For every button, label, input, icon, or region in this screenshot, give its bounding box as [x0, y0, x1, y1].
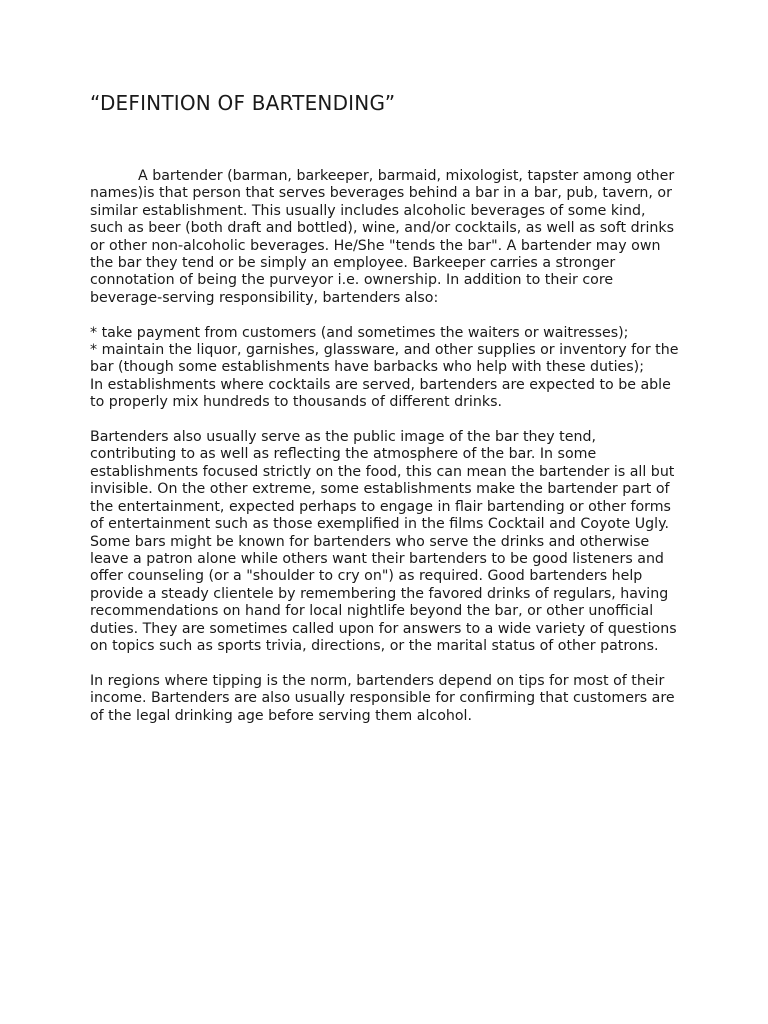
tipping-paragraph: In regions where tipping is the norm, bartenders depend on tips for most of their income. Bartenders are also usually responsible for confirming that customers are of the legal drinking age before serving them alcohol.: [90, 672, 675, 724]
public-image-paragraph: Bartenders also usually serve as the public image of the bar they tend, contributing to as well as reflecting the atmosphere of the bar. In some establishments focused strictly on the food, this can mean the bartender is all but invisible. On the other extreme, some establishments make the bartender part of the entertainment, expected perhaps to engage in flair bartending or other forms of entertainment such as those exemplified in the films Cocktail and Coyote Ugly. Some bars might be known for bartenders who serve the drinks and otherwise leave a patron alone while others want their bartenders to be good listeners and offer counseling (or a "shoulder to cry on") as required. Good bartenders help provide a steady clientele by remembering the favored drinks of regulars, having recommendations on hand for local nightlife beyond the bar, or other unofficial duties. They are sometimes called upon for answers to a wide variety of questions on topics such as sports trivia, directions, or the marital status of other patrons.: [90, 429, 677, 654]
paragraph-gap: [90, 307, 680, 324]
intro-paragraph-text: A bartender (barman, barkeeper, barmaid, mixologist, tapster among other names)is that person that serves beverages behind a bar in a bar, pub, tavern, or similar establishment. This usually includes alcoholic beverages of some kind, such as beer (both draft and bottled), wine, and/or cocktails, as well as soft drinks or other non-alcoholic beverages. He/She "tends the bar". A bartender may own the bar they tend or be simply an employee. Barkeeper carries a stronger connotation of being the purveyor i.e. ownership. In addition to their core beverage-serving responsibility, bartenders also:: [90, 168, 675, 306]
paragraph-gap: [90, 412, 680, 429]
document-title: “DEFINTION OF BARTENDING”: [90, 91, 396, 115]
document-body: [90, 168, 680, 725]
list-item-payment: * take payment from customers (and sometimes the waiters or waitresses);: [90, 324, 629, 341]
paragraph-gap: [90, 655, 680, 672]
intro-paragraph: [90, 168, 680, 307]
cocktails-paragraph: In establishments where cocktails are served, bartenders are expected to be able to properly mix hundreds to thousands of different drinks.: [90, 376, 671, 411]
list-item-inventory: * maintain the liquor, garnishes, glassware, and other supplies or inventory for the bar (though some establishments have barbacks who help with these duties);: [90, 342, 679, 376]
